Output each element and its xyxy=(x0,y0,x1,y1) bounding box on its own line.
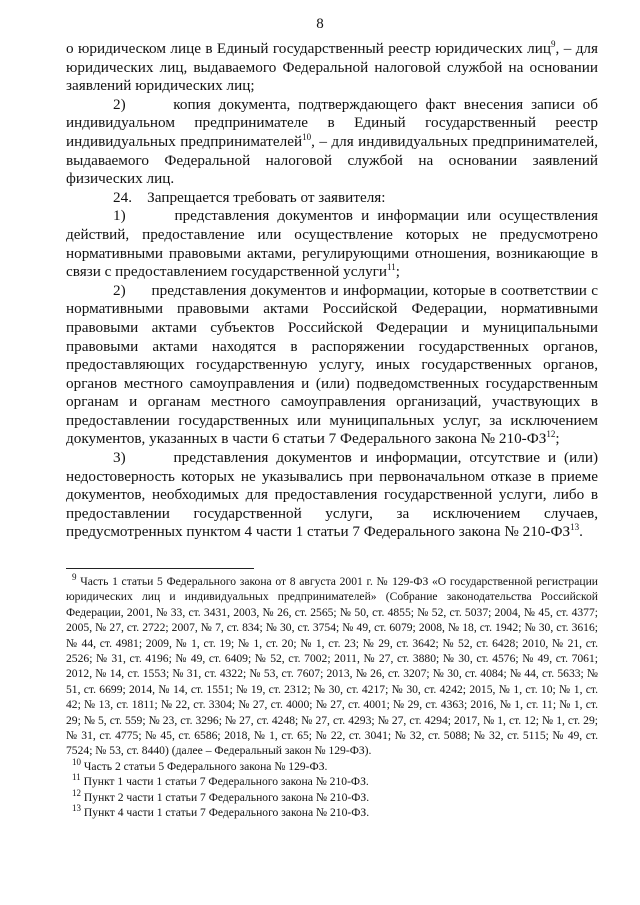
paragraph-item-2-copy: 2) копия документа, подтверждающего факт внесения записи об индивидуальном предпринимателе в Единый государственный реестр индивидуальных предпринимателей$^{10}$, – для индивидуальных предпринимателей, выдаваемого Федеральной налоговой службой на основании заявлений физических лиц. xyxy=(66,95,599,188)
footnotes xyxy=(66,574,598,821)
paragraph-continuation: о юридическом лице в Единый государственный реестр юридических лиц$^9$, – для юридических лиц, выдаваемого Федеральной налоговой службой на основании заявлений юридических лиц; xyxy=(66,38,598,95)
footnote-divider xyxy=(66,568,254,569)
footnote-13: $^{13}$ Пункт 4 части 1 статьи 7 Федерального закона № 210-ФЗ. xyxy=(72,803,370,820)
footnote-9: $^9$ Часть 1 статьи 5 Федерального закона от 8 августа 2001 г. № 129-ФЗ «О государственной регистрации юридических лиц и индивидуальных предпринимателей» (Собрание законодательства Российской Федерации, 2001, № 33, ст. 3431, 2003, № 26, ст. 2565; № 50, ст. 4855; № 52, ст. 5037; 2004, № 45, ст. 4377; 2005, № 27, ст. 2722; 2007, № 7, ст. 834; № 30, ст. 3754; № 49, ст. 6079; 2008, № 18, ст. 1942; № 30, ст. 3616; № 44, ст. 4981; 2009, № 1, ст. 19; № 1, ст. 20; № 1, ст. 23; № 29, ст. 3642; № 52, ст. 6428; 2010, № 21, ст. 2526; № 31, ст. 4196; № 49, ст. 6409; № 52, ст. 7002; 2011, № 27, ст. 3880; № 30, ст. 4576; № 49, ст. 7061; 2012, № 14, ст. 1553; № 31, ст. 4322; № 53, ст. 7607; 2013, № 26, ст. 3207; № 30, ст. 4084; № 44, ст. 5633; № 51, ст. 6699; 2014, № 14, ст. 1551; № 19, ст. 2312; № 30, ст. 4217; № 30, ст. 4242; 2015, № 1, ст. 10; № 1, ст. 42; № 13, ст. 1811; № 22, ст. 3304; № 27, ст. 4000; № 27, ст. 4001; № 29, ст. 4363; 2016, № 1, ст. 11; № 1, ст. 29; № 5, ст. 559; № 23, ст. 3296; № 27, ст. 4248; № 27, ст. 4293; № 27, ст. 4294; 2017, № 1, ст. 12; № 1, ст. 29; № 31, ст. 4775; № 45, ст. 6586; 2018, № 1, ст. 65; № 22, ст. 3041; № 32, ст. 5088; № 32, ст. 5115; № 49, ст. 7524; № 53, ст. 8440) (далее – Федеральный закон № 129-ФЗ). xyxy=(66,572,598,758)
footnote-11: $^{11}$ Пункт 1 части 1 статьи 7 Федерального закона № 210-ФЗ. xyxy=(72,772,369,789)
footnote-12: $^{12}$ Пункт 2 части 1 статьи 7 Федерального закона № 210-ФЗ. xyxy=(72,787,370,804)
document-body xyxy=(66,40,598,542)
footnote-10: $^{10}$ Часть 2 статьи 5 Федерального закона № 129-ФЗ. xyxy=(72,757,328,773)
footnote-ref[interactable]: 12 xyxy=(546,429,556,440)
footnote-ref[interactable]: 13 xyxy=(570,522,580,533)
footnote-ref[interactable]: 10 xyxy=(302,131,312,142)
paragraph-item-3: 3) представления документов и информации, отсутствие и (или) недостоверность которых не указывались при первоначальном отказе в приеме документов, необходимых для предоставления государственной услуги, либо в предоставлении государственной услуги, за исключением случаев, предусмотренных пунктом 4 части 1 статьи 7 Федерального закона № 210-ФЗ$^{13}$. xyxy=(66,449,598,541)
paragraph-24: 24. Запрещается требовать от заявителя: xyxy=(113,188,386,206)
footnote-ref[interactable]: 11 xyxy=(387,262,396,273)
footnote-ref[interactable]: 9 xyxy=(550,38,556,49)
paragraph-item-1: 1) представления документов и информации или осуществления действий, предоставление или осуществление которых не предусмотрено нормативными правовыми актами, регулирующими отношения, возникающие в связи с предоставлением государственной услуги$^{11}$; xyxy=(66,207,598,281)
paragraph-item-2: 2) представления документов и информации, которые в соответствии с нормативными правовыми актами Российской Федерации, нормативными правовыми актами субъектов Российской Федерации и муниципальными правовыми актами находятся в распоряжении государственных органов, предоставляющих государственную услугу, иных государственных органов, органов местного самоуправления и (или) подведомственных государственным органам и органам местного самоуправления организаций, участвующих в предоставлении государственных или муниципальных услуг, за исключением документов, указанных в части 6 статьи 7 Федерального закона № 210-ФЗ$^{12}$; xyxy=(66,281,598,448)
page-number: 8 xyxy=(316,16,324,32)
